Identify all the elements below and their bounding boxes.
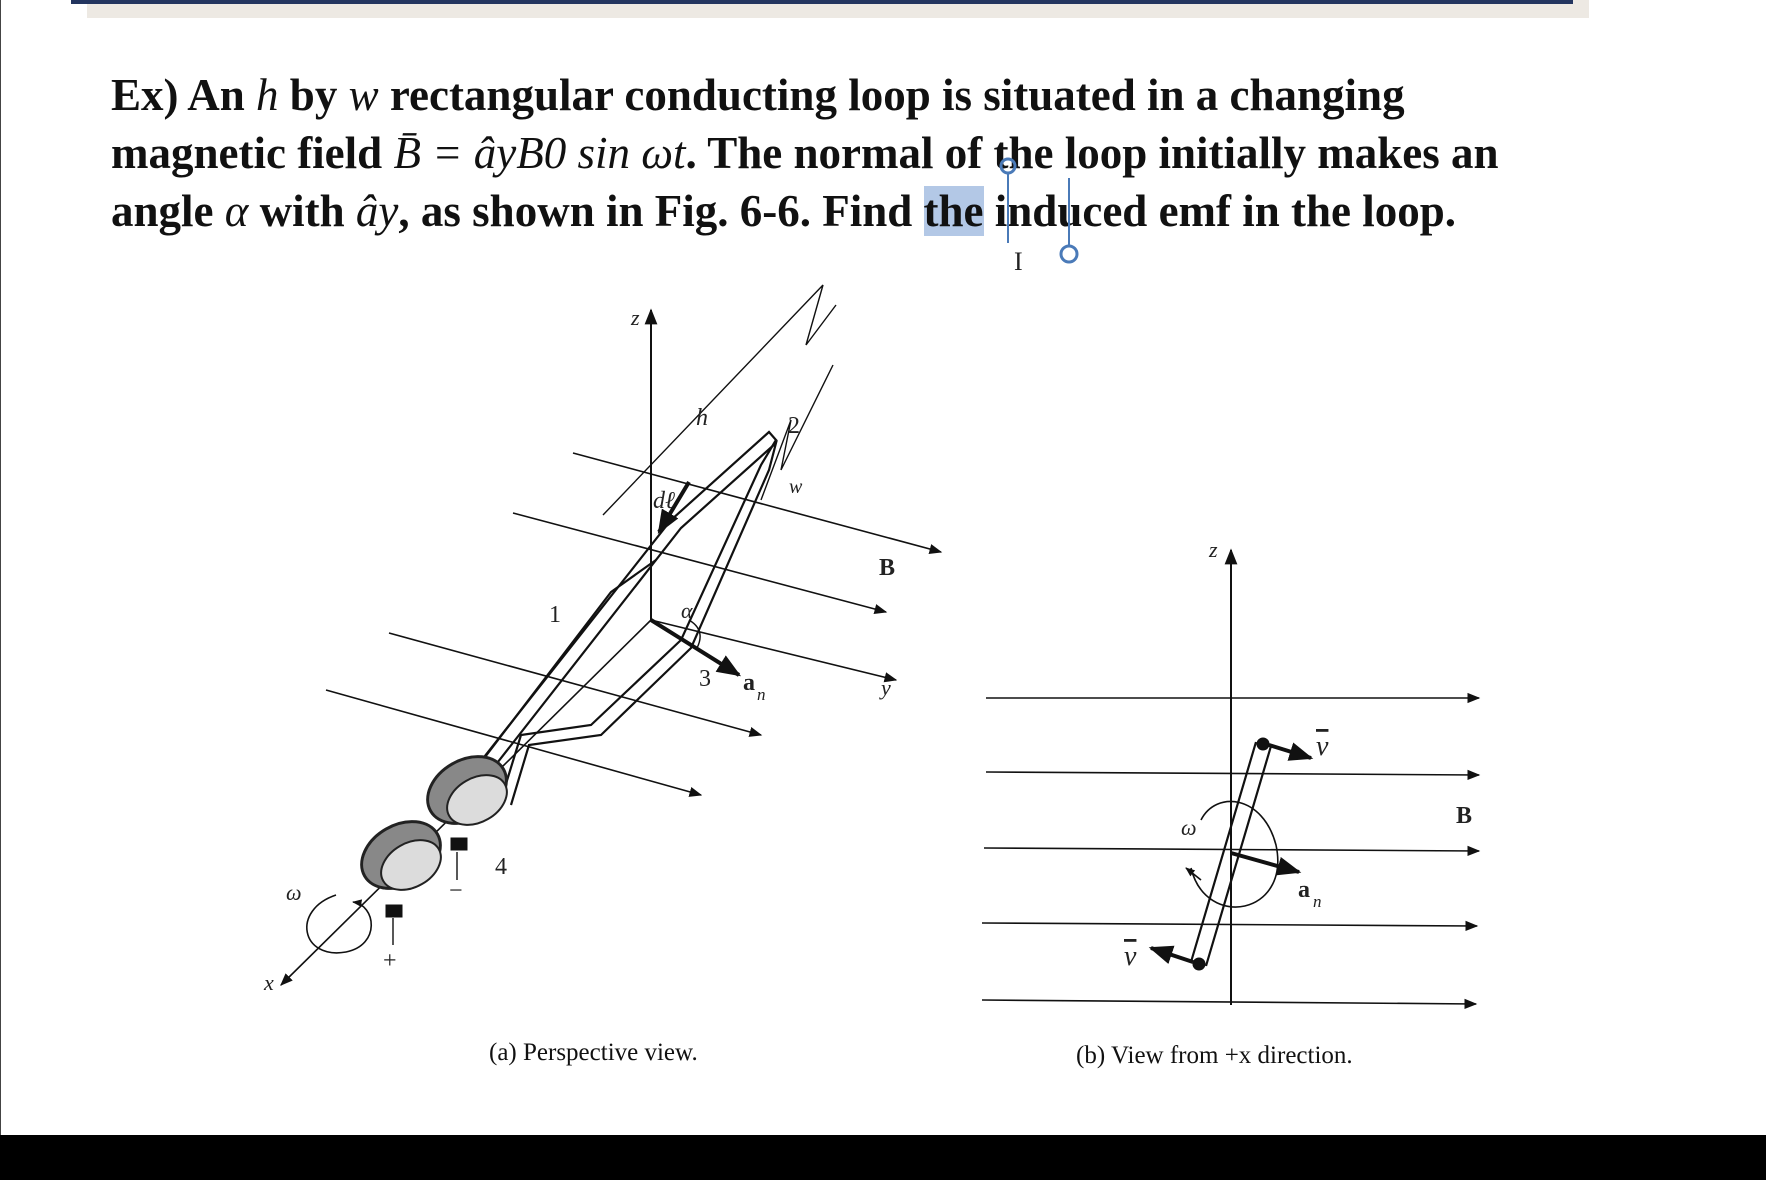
selection-handle-end[interactable] xyxy=(1061,246,1077,262)
selected-word[interactable]: the xyxy=(923,186,984,236)
b-field-line xyxy=(982,1000,1476,1004)
var-h: h xyxy=(256,70,279,120)
normal-an-arrow-b xyxy=(1231,853,1299,872)
figure-a-perspective xyxy=(281,285,941,985)
label-side-1: 1 xyxy=(549,602,561,628)
word-angle: angle xyxy=(111,186,214,236)
figure-b-side-view xyxy=(982,550,1479,1005)
label-an-a: a xyxy=(743,670,755,696)
conducting-loop xyxy=(456,432,776,805)
normal-an-arrow-a xyxy=(651,620,739,675)
field-expression: B̄ = âyB0 sin ωt xyxy=(393,128,686,178)
text-cursor-icon: I xyxy=(1014,247,1023,276)
label-minus: − xyxy=(449,878,463,904)
label-z-b: z xyxy=(1209,537,1218,562)
velocity-arrow-top xyxy=(1269,745,1311,758)
brush-2 xyxy=(386,905,402,917)
figure-6-6 xyxy=(1,0,1766,1135)
problem-line-2-start: magnetic field xyxy=(111,128,383,178)
label-alpha: α xyxy=(681,598,693,623)
label-an-b: a xyxy=(1298,877,1310,903)
label-side-3: 3 xyxy=(699,666,711,692)
problem-line-2-rest: . The normal of the loop initially makes an xyxy=(685,128,1499,178)
label-side-4: 4 xyxy=(495,854,507,880)
selection-handles[interactable] xyxy=(1001,159,1077,262)
label-b-b: B xyxy=(1456,803,1473,829)
b-field-line xyxy=(573,453,941,552)
label-side-2: 2 xyxy=(788,413,800,439)
label-w: w xyxy=(789,476,803,498)
slip-rings xyxy=(350,743,519,945)
label-dl: dℓ xyxy=(653,488,675,514)
word-with: with xyxy=(259,186,345,236)
conductor-bottom xyxy=(1193,958,1205,970)
label-omega-b: ω xyxy=(1181,815,1197,840)
label-y-a: y xyxy=(881,675,891,700)
problem-line-3-end: induced emf in the loop. xyxy=(994,186,1457,236)
var-w: w xyxy=(348,70,379,120)
selection-handle-start[interactable] xyxy=(1001,159,1015,173)
velocity-arrow-bottom xyxy=(1151,948,1193,962)
caption-a: (a) Perspective view. xyxy=(489,1039,698,1066)
label-h: h xyxy=(696,405,708,431)
conductor-top xyxy=(1257,738,1269,750)
label-omega-a: ω xyxy=(286,880,302,905)
label-an-sub-a: n xyxy=(757,685,766,704)
problem-prefix: Ex) An xyxy=(111,70,245,120)
brush-1 xyxy=(451,838,467,850)
unit-vector-ay: ây xyxy=(355,186,399,236)
label-an-sub-b: n xyxy=(1313,892,1322,911)
label-b-a: B xyxy=(879,555,896,581)
b-field-line xyxy=(982,923,1477,926)
label-plus: + xyxy=(383,948,397,974)
label-z-a: z xyxy=(631,305,640,330)
problem-line-1-rest: rectangular conducting loop is situated in a changing xyxy=(389,70,1405,120)
word-by: by xyxy=(289,70,338,120)
bottom-black-band xyxy=(0,1135,1766,1180)
caption-b: (b) View from +x direction. xyxy=(1076,1042,1353,1069)
b-field-line xyxy=(986,772,1479,775)
problem-line-3-mid: , as shown in Fig. 6-6. Find xyxy=(398,186,913,236)
var-alpha: α xyxy=(224,186,249,236)
rotation-arrow-a xyxy=(307,895,371,953)
label-v-bottom: v xyxy=(1124,941,1137,972)
label-x-a: x xyxy=(264,970,274,995)
label-v-top: v xyxy=(1316,731,1329,762)
figure-b-labels xyxy=(1076,537,1472,1069)
